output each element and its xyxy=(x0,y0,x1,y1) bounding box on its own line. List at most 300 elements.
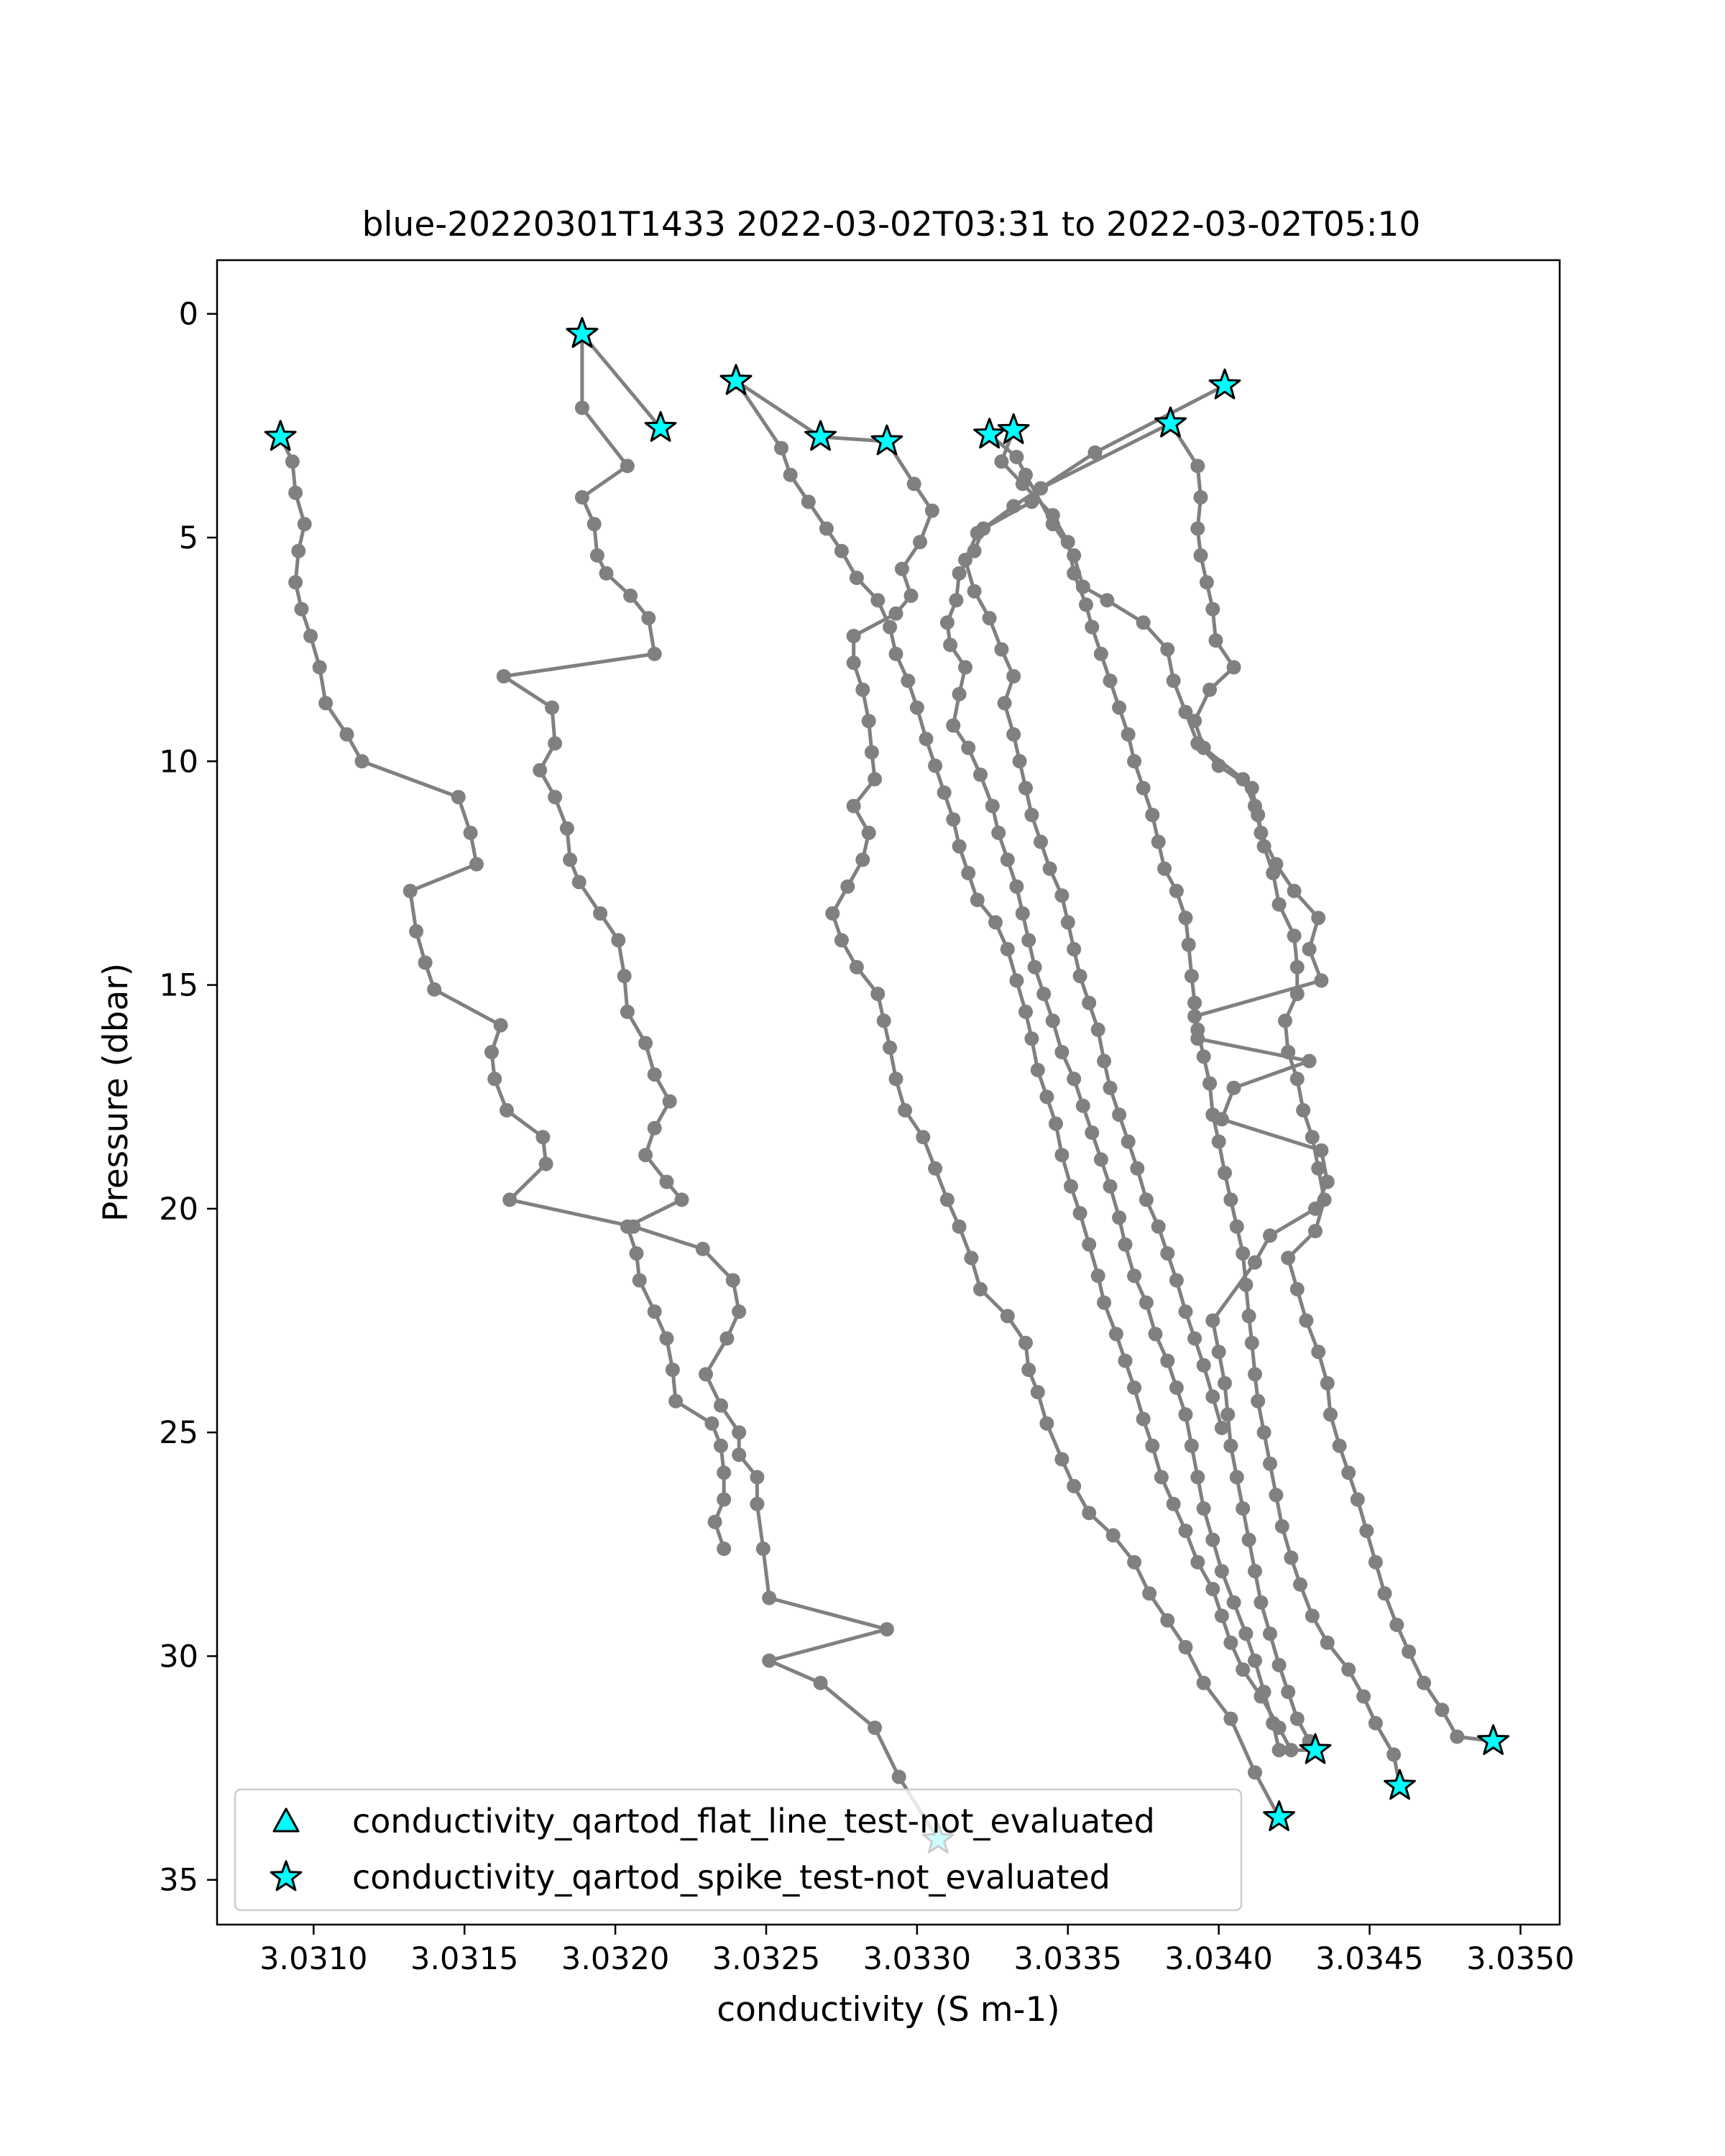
data-point xyxy=(1024,1031,1039,1046)
data-point xyxy=(1145,1439,1159,1453)
data-point xyxy=(825,906,840,921)
data-point xyxy=(611,933,625,947)
data-point xyxy=(1187,1331,1202,1345)
data-point xyxy=(1179,1640,1193,1654)
data-point xyxy=(855,683,870,697)
data-point xyxy=(1139,1296,1154,1310)
data-point xyxy=(1386,1747,1401,1761)
data-point xyxy=(1333,1439,1347,1453)
data-point xyxy=(870,593,885,607)
data-point xyxy=(1064,1179,1078,1194)
data-point xyxy=(1245,1336,1259,1350)
data-point xyxy=(1308,1224,1322,1238)
data-point xyxy=(1103,1179,1118,1194)
data-point xyxy=(427,982,441,997)
data-point xyxy=(355,754,369,768)
data-point xyxy=(288,486,303,500)
data-point xyxy=(1118,1354,1133,1368)
data-point xyxy=(726,1273,740,1288)
data-point xyxy=(1049,1117,1063,1131)
data-point xyxy=(1263,1626,1277,1641)
data-point xyxy=(1266,1716,1280,1731)
data-point xyxy=(1272,1658,1287,1672)
data-point xyxy=(928,759,942,773)
data-point xyxy=(913,535,927,549)
x-axis-label: conductivity (S m-1) xyxy=(717,1990,1060,2030)
data-point xyxy=(1323,1407,1338,1422)
data-point xyxy=(1016,476,1030,491)
data-point xyxy=(895,562,909,576)
data-point xyxy=(1311,1345,1325,1359)
data-point xyxy=(868,1720,882,1735)
data-point xyxy=(497,669,511,683)
data-point xyxy=(291,544,305,558)
data-point xyxy=(762,1591,776,1606)
data-point xyxy=(675,1192,689,1207)
data-point xyxy=(1238,1626,1253,1641)
data-point xyxy=(1091,1268,1105,1283)
data-point xyxy=(949,593,963,607)
data-point xyxy=(620,1220,635,1234)
data-point xyxy=(988,915,1003,929)
data-point xyxy=(916,1130,930,1144)
data-point xyxy=(1127,754,1141,768)
data-point xyxy=(1179,1407,1193,1422)
legend xyxy=(235,1789,1241,1910)
data-point xyxy=(1190,1470,1205,1484)
data-point xyxy=(708,1515,722,1529)
data-point xyxy=(1016,906,1030,921)
data-point xyxy=(1290,1712,1305,1726)
data-point xyxy=(1359,1524,1374,1538)
data-point xyxy=(1118,1238,1133,1252)
data-point xyxy=(1197,1501,1211,1516)
data-point xyxy=(1248,1367,1262,1381)
data-point xyxy=(783,468,798,482)
data-point xyxy=(318,696,333,710)
data-point xyxy=(952,687,967,701)
data-point xyxy=(533,763,547,778)
data-point xyxy=(1139,1192,1154,1207)
data-point xyxy=(617,969,632,983)
data-point xyxy=(1036,987,1051,1001)
data-point xyxy=(1230,1220,1244,1234)
data-point xyxy=(1136,781,1151,796)
data-point xyxy=(1073,969,1087,983)
data-point xyxy=(901,673,915,688)
data-point xyxy=(1290,1072,1305,1086)
data-point xyxy=(1082,996,1096,1010)
data-point xyxy=(946,812,960,826)
data-point xyxy=(940,1192,954,1207)
x-tick-label: 3.0320 xyxy=(561,1941,670,1977)
data-point xyxy=(1127,1268,1141,1283)
data-point xyxy=(648,647,662,661)
data-point xyxy=(1067,1072,1081,1086)
data-point xyxy=(717,1493,731,1507)
data-point xyxy=(1223,1192,1238,1207)
data-point xyxy=(418,956,433,970)
data-point xyxy=(451,790,466,804)
data-point xyxy=(660,1175,674,1189)
data-point xyxy=(1254,1595,1268,1610)
data-point xyxy=(1257,1425,1271,1439)
data-point xyxy=(877,1013,891,1028)
data-point xyxy=(484,1045,499,1059)
data-point xyxy=(487,1072,502,1086)
data-point xyxy=(952,839,967,854)
data-point xyxy=(868,772,882,786)
data-point xyxy=(1202,1077,1217,1091)
data-point xyxy=(1368,1555,1383,1570)
chart-title: blue-20220301T1433 2022-03-02T03:31 to 2022-03-02T05:10 xyxy=(362,205,1421,244)
data-point xyxy=(1091,1023,1105,1037)
data-point xyxy=(1094,1152,1108,1166)
data-point xyxy=(1157,862,1172,876)
data-point xyxy=(303,629,318,643)
data-point xyxy=(870,987,885,1001)
data-point xyxy=(1034,482,1048,496)
data-point xyxy=(774,441,788,456)
x-tick-label: 3.0335 xyxy=(1013,1941,1123,1977)
data-point xyxy=(1151,834,1166,849)
data-point xyxy=(952,1220,967,1234)
data-point xyxy=(732,1447,746,1462)
data-point xyxy=(1169,1381,1184,1395)
data-point xyxy=(847,799,861,814)
data-point xyxy=(1223,1636,1238,1650)
data-point xyxy=(1202,683,1217,697)
data-point xyxy=(641,611,656,625)
data-point xyxy=(973,768,988,782)
data-point xyxy=(1054,1452,1069,1467)
data-point xyxy=(1227,1595,1241,1610)
data-point xyxy=(599,566,614,581)
data-point xyxy=(632,1273,647,1288)
data-point xyxy=(1000,942,1015,957)
data-point xyxy=(1205,1389,1220,1404)
y-tick-label: 30 xyxy=(159,1639,198,1675)
data-point xyxy=(937,786,952,800)
data-point xyxy=(1018,1336,1033,1350)
data-point xyxy=(1281,1685,1295,1699)
data-point xyxy=(545,701,559,715)
data-point xyxy=(1136,615,1151,630)
x-tick-label: 3.0315 xyxy=(410,1941,519,1977)
data-point xyxy=(1043,862,1057,876)
y-axis-label: Pressure (dbar) xyxy=(96,962,136,1222)
data-point xyxy=(1190,459,1205,473)
data-point xyxy=(1236,1662,1250,1677)
data-point xyxy=(719,1331,734,1345)
data-point xyxy=(1009,450,1024,464)
data-point xyxy=(1197,1049,1211,1064)
data-point xyxy=(1097,1296,1111,1310)
data-point xyxy=(883,620,897,635)
data-point xyxy=(889,1072,903,1086)
data-point xyxy=(1290,1282,1305,1296)
data-point xyxy=(1184,969,1199,983)
data-point xyxy=(575,401,589,415)
data-point xyxy=(1218,1376,1232,1391)
data-point xyxy=(1212,1135,1226,1149)
data-point xyxy=(961,866,975,880)
data-point xyxy=(1230,1470,1244,1484)
data-point xyxy=(717,1465,731,1480)
data-point xyxy=(1085,1125,1099,1140)
data-point xyxy=(1085,620,1099,635)
data-point xyxy=(801,494,816,509)
data-point xyxy=(1263,1457,1277,1471)
data-point xyxy=(1145,808,1159,822)
data-point xyxy=(663,1095,677,1109)
data-point xyxy=(1006,669,1021,683)
data-point xyxy=(994,642,1008,657)
data-point xyxy=(502,1192,517,1207)
data-point xyxy=(1121,727,1136,742)
data-point xyxy=(298,517,312,531)
data-point xyxy=(717,1542,731,1556)
data-point xyxy=(1194,490,1208,505)
data-point xyxy=(403,884,418,898)
data-point xyxy=(1212,1345,1226,1359)
data-point xyxy=(1305,1130,1320,1144)
data-point xyxy=(1013,754,1027,768)
data-point xyxy=(1031,1385,1045,1399)
data-point xyxy=(1299,1314,1313,1328)
data-point xyxy=(1378,1586,1392,1600)
data-point xyxy=(1320,1376,1335,1391)
data-point xyxy=(847,655,861,670)
data-point xyxy=(638,1036,653,1051)
data-point xyxy=(1356,1690,1371,1704)
data-point xyxy=(1009,880,1024,894)
data-point xyxy=(1190,1031,1205,1046)
data-point xyxy=(1006,499,1021,513)
data-point xyxy=(970,526,985,540)
data-point xyxy=(1320,1175,1335,1189)
data-point xyxy=(1215,1608,1229,1623)
data-point xyxy=(967,584,982,599)
data-point xyxy=(1248,1564,1262,1578)
data-point xyxy=(714,1399,728,1413)
data-point xyxy=(1028,960,1042,975)
data-point xyxy=(1149,1327,1163,1341)
data-point xyxy=(1039,1416,1054,1431)
data-point xyxy=(1073,1206,1087,1220)
data-point xyxy=(1269,1488,1283,1502)
data-point xyxy=(1182,938,1196,952)
data-point xyxy=(1389,1618,1404,1632)
data-point xyxy=(925,504,939,518)
data-point xyxy=(819,522,834,536)
data-point xyxy=(1000,852,1015,867)
y-tick-label: 5 xyxy=(178,520,198,556)
data-point xyxy=(983,611,997,625)
data-point xyxy=(1254,826,1268,840)
data-point xyxy=(1082,1506,1096,1520)
data-point xyxy=(1351,1493,1365,1507)
data-point xyxy=(1000,1309,1015,1323)
data-point xyxy=(889,647,903,661)
data-point xyxy=(1112,1107,1126,1122)
data-point xyxy=(1082,1238,1096,1252)
data-point xyxy=(1127,1555,1141,1570)
data-point xyxy=(928,1161,942,1176)
data-point xyxy=(1006,727,1021,742)
data-point xyxy=(572,875,586,889)
x-tick-label: 3.0330 xyxy=(862,1941,972,1977)
data-point xyxy=(1021,933,1036,947)
data-point xyxy=(1167,673,1181,688)
data-point xyxy=(1296,1103,1310,1118)
data-point xyxy=(494,1018,508,1033)
data-point xyxy=(535,1130,550,1144)
data-point xyxy=(1302,942,1317,957)
data-point xyxy=(904,589,919,603)
data-point xyxy=(1054,1148,1069,1162)
y-tick-label: 0 xyxy=(178,296,198,333)
data-point xyxy=(1179,1304,1193,1319)
data-point xyxy=(590,548,604,563)
data-point xyxy=(1021,1363,1036,1377)
data-point xyxy=(991,826,1006,840)
data-point xyxy=(1187,996,1202,1010)
data-point xyxy=(1205,1582,1220,1596)
data-point xyxy=(1368,1716,1383,1731)
data-point xyxy=(1024,808,1039,822)
data-point xyxy=(575,490,589,505)
data-point xyxy=(961,741,975,755)
data-point xyxy=(1109,1327,1123,1341)
data-point xyxy=(1311,911,1325,925)
data-point xyxy=(834,544,849,558)
data-point xyxy=(1067,1479,1081,1493)
data-point xyxy=(1227,1081,1241,1095)
legend-label: conductivity_qartod_flat_line_test-not_evaluated xyxy=(352,1802,1155,1841)
data-point xyxy=(464,826,478,840)
data-point xyxy=(1257,1685,1271,1699)
data-point xyxy=(288,575,303,589)
y-tick-label: 10 xyxy=(159,744,198,780)
y-tick-label: 20 xyxy=(159,1191,198,1227)
data-point xyxy=(648,1067,662,1082)
data-point xyxy=(1169,884,1184,898)
data-point xyxy=(1121,1135,1136,1149)
data-point xyxy=(285,454,300,469)
data-point xyxy=(1227,660,1241,675)
data-point xyxy=(648,1304,662,1319)
data-point xyxy=(1402,1644,1416,1659)
data-point xyxy=(762,1654,776,1668)
data-point xyxy=(958,553,972,567)
data-point xyxy=(1054,1045,1069,1059)
data-point xyxy=(1190,522,1205,536)
legend-label: conductivity_qartod_spike_test-not_evaluated xyxy=(352,1858,1110,1897)
x-tick-label: 3.0340 xyxy=(1164,1941,1273,1977)
data-point xyxy=(1151,1220,1166,1234)
data-point xyxy=(907,476,921,491)
data-point xyxy=(1341,1465,1356,1480)
data-point xyxy=(1112,1210,1126,1225)
data-point xyxy=(1197,1676,1211,1690)
data-point xyxy=(1197,741,1211,755)
data-point xyxy=(1187,714,1202,728)
data-point xyxy=(668,1394,683,1409)
data-point xyxy=(840,880,855,894)
data-point xyxy=(1079,597,1093,612)
data-point xyxy=(985,799,1000,814)
data-point xyxy=(660,1331,674,1345)
data-point xyxy=(587,517,602,531)
data-point xyxy=(539,1157,553,1171)
data-point xyxy=(548,790,562,804)
data-point xyxy=(732,1304,746,1319)
data-point xyxy=(750,1497,764,1511)
data-point xyxy=(1341,1662,1356,1677)
data-point xyxy=(1215,1421,1229,1435)
data-point xyxy=(898,1103,912,1118)
data-point xyxy=(1100,593,1114,607)
data-point xyxy=(1302,1054,1317,1068)
data-point xyxy=(469,857,484,872)
data-point xyxy=(1272,1743,1287,1757)
x-tick-label: 3.0325 xyxy=(712,1941,821,1977)
data-point xyxy=(1272,898,1287,912)
data-point xyxy=(1281,1250,1295,1265)
data-point xyxy=(1248,1654,1262,1668)
data-point xyxy=(1160,642,1174,657)
data-point xyxy=(750,1470,764,1484)
data-point xyxy=(1248,1765,1262,1779)
data-point xyxy=(1287,884,1302,898)
data-point xyxy=(850,960,864,975)
data-point xyxy=(630,1246,644,1261)
data-point xyxy=(892,1770,906,1784)
data-point xyxy=(1308,1202,1322,1216)
data-point xyxy=(620,1005,635,1019)
x-tick-label: 3.0345 xyxy=(1315,1941,1424,1977)
data-point xyxy=(756,1542,770,1556)
x-tick-label: 3.0350 xyxy=(1466,1941,1575,1977)
data-point xyxy=(1067,566,1081,581)
data-point xyxy=(862,826,876,840)
data-point xyxy=(834,933,849,947)
data-point xyxy=(1031,1063,1045,1077)
data-point xyxy=(340,727,354,742)
data-point xyxy=(1034,834,1048,849)
data-point xyxy=(1169,1273,1184,1288)
data-point xyxy=(1248,799,1262,814)
data-point xyxy=(1160,1246,1174,1261)
data-point xyxy=(994,454,1008,469)
data-point xyxy=(1039,1089,1054,1104)
data-point xyxy=(1190,1555,1205,1570)
data-point xyxy=(1187,1009,1202,1023)
y-tick-label: 15 xyxy=(159,967,198,1004)
data-point xyxy=(943,637,957,652)
data-point xyxy=(1094,647,1108,661)
data-point xyxy=(409,924,423,939)
data-point xyxy=(850,571,864,585)
y-tick-label: 35 xyxy=(159,1862,198,1899)
data-point xyxy=(1278,1013,1292,1028)
data-point xyxy=(623,589,638,603)
data-point xyxy=(1218,1166,1232,1180)
data-point xyxy=(883,1041,897,1055)
data-point xyxy=(1284,1551,1298,1565)
data-point xyxy=(1103,673,1118,688)
